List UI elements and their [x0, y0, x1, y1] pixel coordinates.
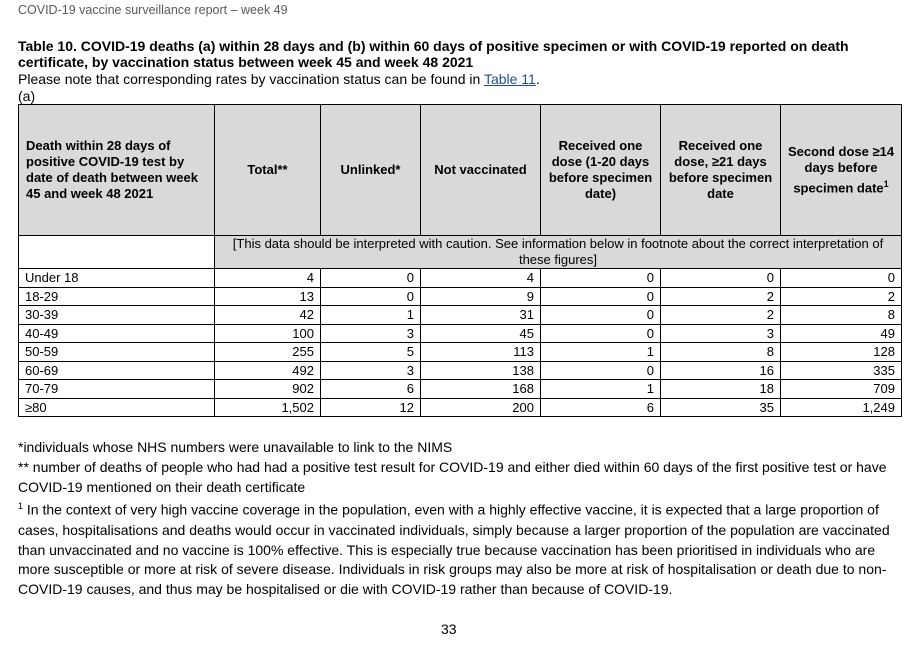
- col-header-not-vaccinated: Not vaccinated: [421, 105, 541, 236]
- cell-unlinked: 1: [321, 306, 421, 325]
- header-row: [19, 105, 902, 236]
- cell-second-dose: 49: [781, 324, 902, 343]
- col-header-one-dose-21: Received one dose, ≥21 days before specimen date: [661, 105, 781, 236]
- col-header-age: Death within 28 days of positive COVID-19 test by date of death between week 45 and week 48 2021: [19, 105, 215, 236]
- cell-age: ≥80: [19, 398, 215, 417]
- footnote-unlinked: *individuals whose NHS numbers were unavailable to link to the NIMS: [18, 439, 453, 455]
- cell-one-dose-1-20: 0: [541, 324, 661, 343]
- table-row: [19, 398, 902, 417]
- cell-second-dose: 709: [781, 380, 902, 399]
- cell-one-dose-1-20: 1: [541, 380, 661, 399]
- table-row: [19, 287, 902, 306]
- table-row: [19, 343, 902, 362]
- cell-one-dose-1-20: 1: [541, 343, 661, 362]
- footnotes: [18, 438, 908, 600]
- cell-total: 902: [215, 380, 321, 399]
- cell-unlinked: 3: [321, 324, 421, 343]
- table-row: [19, 324, 902, 343]
- cell-age: Under 18: [19, 269, 215, 288]
- cell-one-dose-21: 8: [661, 343, 781, 362]
- col-header-total: Total**: [215, 105, 321, 236]
- cell-not-vaccinated: 168: [421, 380, 541, 399]
- cell-age: 30-39: [19, 306, 215, 325]
- footnote-caution-marker: 1: [18, 501, 24, 512]
- cell-one-dose-1-20: 0: [541, 269, 661, 288]
- cell-not-vaccinated: 138: [421, 361, 541, 380]
- cell-second-dose: 0: [781, 269, 902, 288]
- cell-unlinked: 3: [321, 361, 421, 380]
- col-header-unlinked: Unlinked*: [321, 105, 421, 236]
- rates-note: [18, 71, 540, 87]
- cell-unlinked: 0: [321, 287, 421, 306]
- cell-age: 60-69: [19, 361, 215, 380]
- cell-second-dose: 1,249: [781, 398, 902, 417]
- footnote-marker: 1: [883, 178, 889, 189]
- col-header-one-dose-1-20: Received one dose (1-20 days before specimen date): [541, 105, 661, 236]
- caution-row: [19, 236, 902, 269]
- cell-unlinked: 6: [321, 380, 421, 399]
- cell-unlinked: 5: [321, 343, 421, 362]
- footnote-total: ** number of deaths of people who had had a positive test result for COVID-19 and either died within 60 days of the first positive test or have COVID-19 mentioned on their death certificate: [18, 458, 887, 495]
- cell-unlinked: 12: [321, 398, 421, 417]
- table-11-link[interactable]: Table 11: [483, 71, 536, 87]
- cell-second-dose: 8: [781, 306, 902, 325]
- cell-total: 492: [215, 361, 321, 380]
- footnote-caution: [18, 497, 908, 600]
- running-header: COVID-19 vaccine surveillance report – week 49: [18, 3, 288, 17]
- cell-one-dose-21: 16: [661, 361, 781, 380]
- rates-note-suffix: .: [535, 71, 540, 87]
- cell-one-dose-21: 18: [661, 380, 781, 399]
- cell-age: 70-79: [19, 380, 215, 399]
- cell-total: 13: [215, 287, 321, 306]
- table-caption: Table 10. COVID-19 deaths (a) within 28 days and (b) within 60 days of positive specimen or with COVID-19 reported on death certificate, by vaccination status between week 45 and week 48 2021: [18, 38, 849, 70]
- cell-one-dose-1-20: 0: [541, 287, 661, 306]
- part-label: (a): [18, 88, 36, 104]
- page-number: 33: [441, 621, 457, 637]
- cell-total: 4: [215, 269, 321, 288]
- cell-second-dose: 2: [781, 287, 902, 306]
- table-row: [19, 269, 902, 288]
- cell-second-dose: 335: [781, 361, 902, 380]
- cell-not-vaccinated: 4: [421, 269, 541, 288]
- cell-age: 50-59: [19, 343, 215, 362]
- cell-total: 1,502: [215, 398, 321, 417]
- cell-age: 40-49: [19, 324, 215, 343]
- deaths-table: [18, 104, 902, 417]
- cell-not-vaccinated: 31: [421, 306, 541, 325]
- cell-unlinked: 0: [321, 269, 421, 288]
- cell-not-vaccinated: 200: [421, 398, 541, 417]
- cell-one-dose-1-20: 0: [541, 361, 661, 380]
- cell-one-dose-21: 0: [661, 269, 781, 288]
- table-body: [19, 269, 902, 417]
- col-header-second-dose-text: Second dose ≥14 days before specimen date: [787, 143, 895, 196]
- rates-note-text: Please note that corresponding rates by vaccination status can be found in: [18, 71, 484, 87]
- cell-one-dose-1-20: 6: [541, 398, 661, 417]
- cell-not-vaccinated: 113: [421, 343, 541, 362]
- cell-total: 255: [215, 343, 321, 362]
- cell-one-dose-21: 2: [661, 287, 781, 306]
- table-row: [19, 380, 902, 399]
- cell-not-vaccinated: 9: [421, 287, 541, 306]
- footnote-caution-text: In the context of very high vaccine coverage in the population, even with a highly effective vaccine, it is expected that a large proportion of cases, hospitalisations and deaths would occur in vaccinated individuals, simply because a larger proportion of the population are vaccinated than unvaccinated and no vaccine is 100% effective. This is especially true because vaccination has been prioritised in individuals who are more susceptible or more at risk of severe disease. Individuals in risk groups may also be more at risk of hospitalisation or death due to non-COVID-19 causes, and thus may be hospitalised or die with COVID-19 rather than because of COVID-19.: [18, 502, 890, 598]
- caution-note: [This data should be interpreted with caution. See information below in footnote about the correct interpretation of these figures]: [215, 236, 902, 269]
- table-row: [19, 306, 902, 325]
- cell-one-dose-21: 2: [661, 306, 781, 325]
- cell-one-dose-21: 35: [661, 398, 781, 417]
- cell-total: 42: [215, 306, 321, 325]
- cell-second-dose: 128: [781, 343, 902, 362]
- cell-one-dose-21: 3: [661, 324, 781, 343]
- cell-not-vaccinated: 45: [421, 324, 541, 343]
- col-header-second-dose: [781, 105, 902, 236]
- cell-one-dose-1-20: 0: [541, 306, 661, 325]
- cell-age: 18-29: [19, 287, 215, 306]
- caution-blank-cell: [19, 236, 215, 269]
- cell-total: 100: [215, 324, 321, 343]
- table-row: [19, 361, 902, 380]
